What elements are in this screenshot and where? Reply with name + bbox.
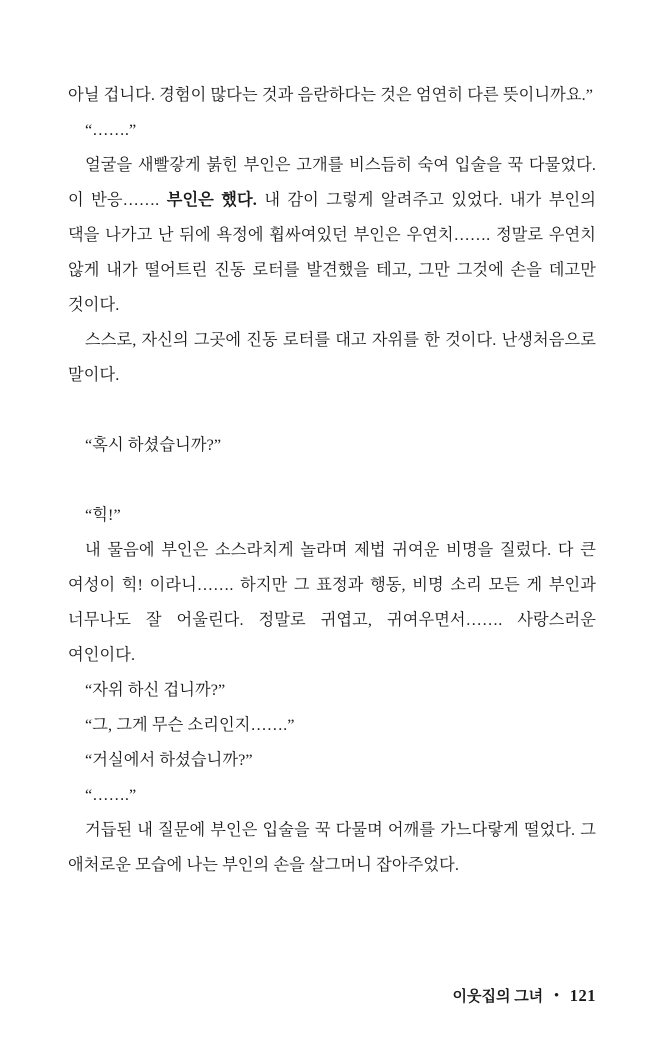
paragraph: 아닐 겁니다. 경험이 많다는 것과 음란하다는 것은 엄연히 다른 뜻이니까요.” [68,86,594,104]
page-body [68,78,596,883]
emphasized-text: 부인은 했다. [166,191,257,209]
paragraph-text-before-emphasis: 얼굴을 새빨갛게 붉힌 부인은 고개를 비스듬히 숙여 입술을 꾹 다물었다. 이 반응……. [68,156,596,209]
dialogue-line: “그, 그게 무슨 소리인지…….” [85,716,295,734]
paragraph-text-after-emphasis: 내 감이 그렇게 알려주고 있었다. 내가 부인의 댁을 나가고 난 뒤에 욕정에 휩싸여있던 부인은 우연치……. 정말로 우연치 않게 내가 떨어트린 진동 로터를 발견했을 테고, 그만 그것에 손을 데고만 것이다. [68,191,596,314]
dialogue-line: “혹시 하셨습니까?” [85,436,222,454]
paragraph-with-emphasis [68,148,596,323]
dialogue-line: “자위 하신 겁니까?” [85,681,226,699]
dialogue-line: “힉!” [85,506,121,524]
dialogue-line: “거실에서 하셨습니까?” [85,751,253,769]
footer-separator: • [554,987,559,1002]
paragraph: 스스로, 자신의 그곳에 진동 로터를 대고 자위를 한 것이다. 난생처음으로 말이다. [68,331,596,384]
page-number: 121 [569,985,596,1005]
paragraph: “…….” [85,121,137,139]
book-title: 이웃집의 그녀 [452,989,544,1005]
page-footer [452,985,596,1006]
dialogue-line: “…….” [85,786,137,804]
paragraph: 내 물음에 부인은 소스라치게 놀라며 제법 귀여운 비명을 질렀다. 다 큰 여성이 힉! 이라니……. 하지만 그 표정과 행동, 비명 소리 모든 게 부인과 너무나도 잘 어울린다. 정말로 귀엽고, 귀여우면서……. 사랑스러운 여인이다. [68,541,596,664]
paragraph: 거듭된 내 질문에 부인은 입술을 꾹 다물며 어깨를 가느다랗게 떨었다. 그 애처로운 모습에 나는 부인의 손을 살그머니 잡아주었다. [68,821,596,874]
